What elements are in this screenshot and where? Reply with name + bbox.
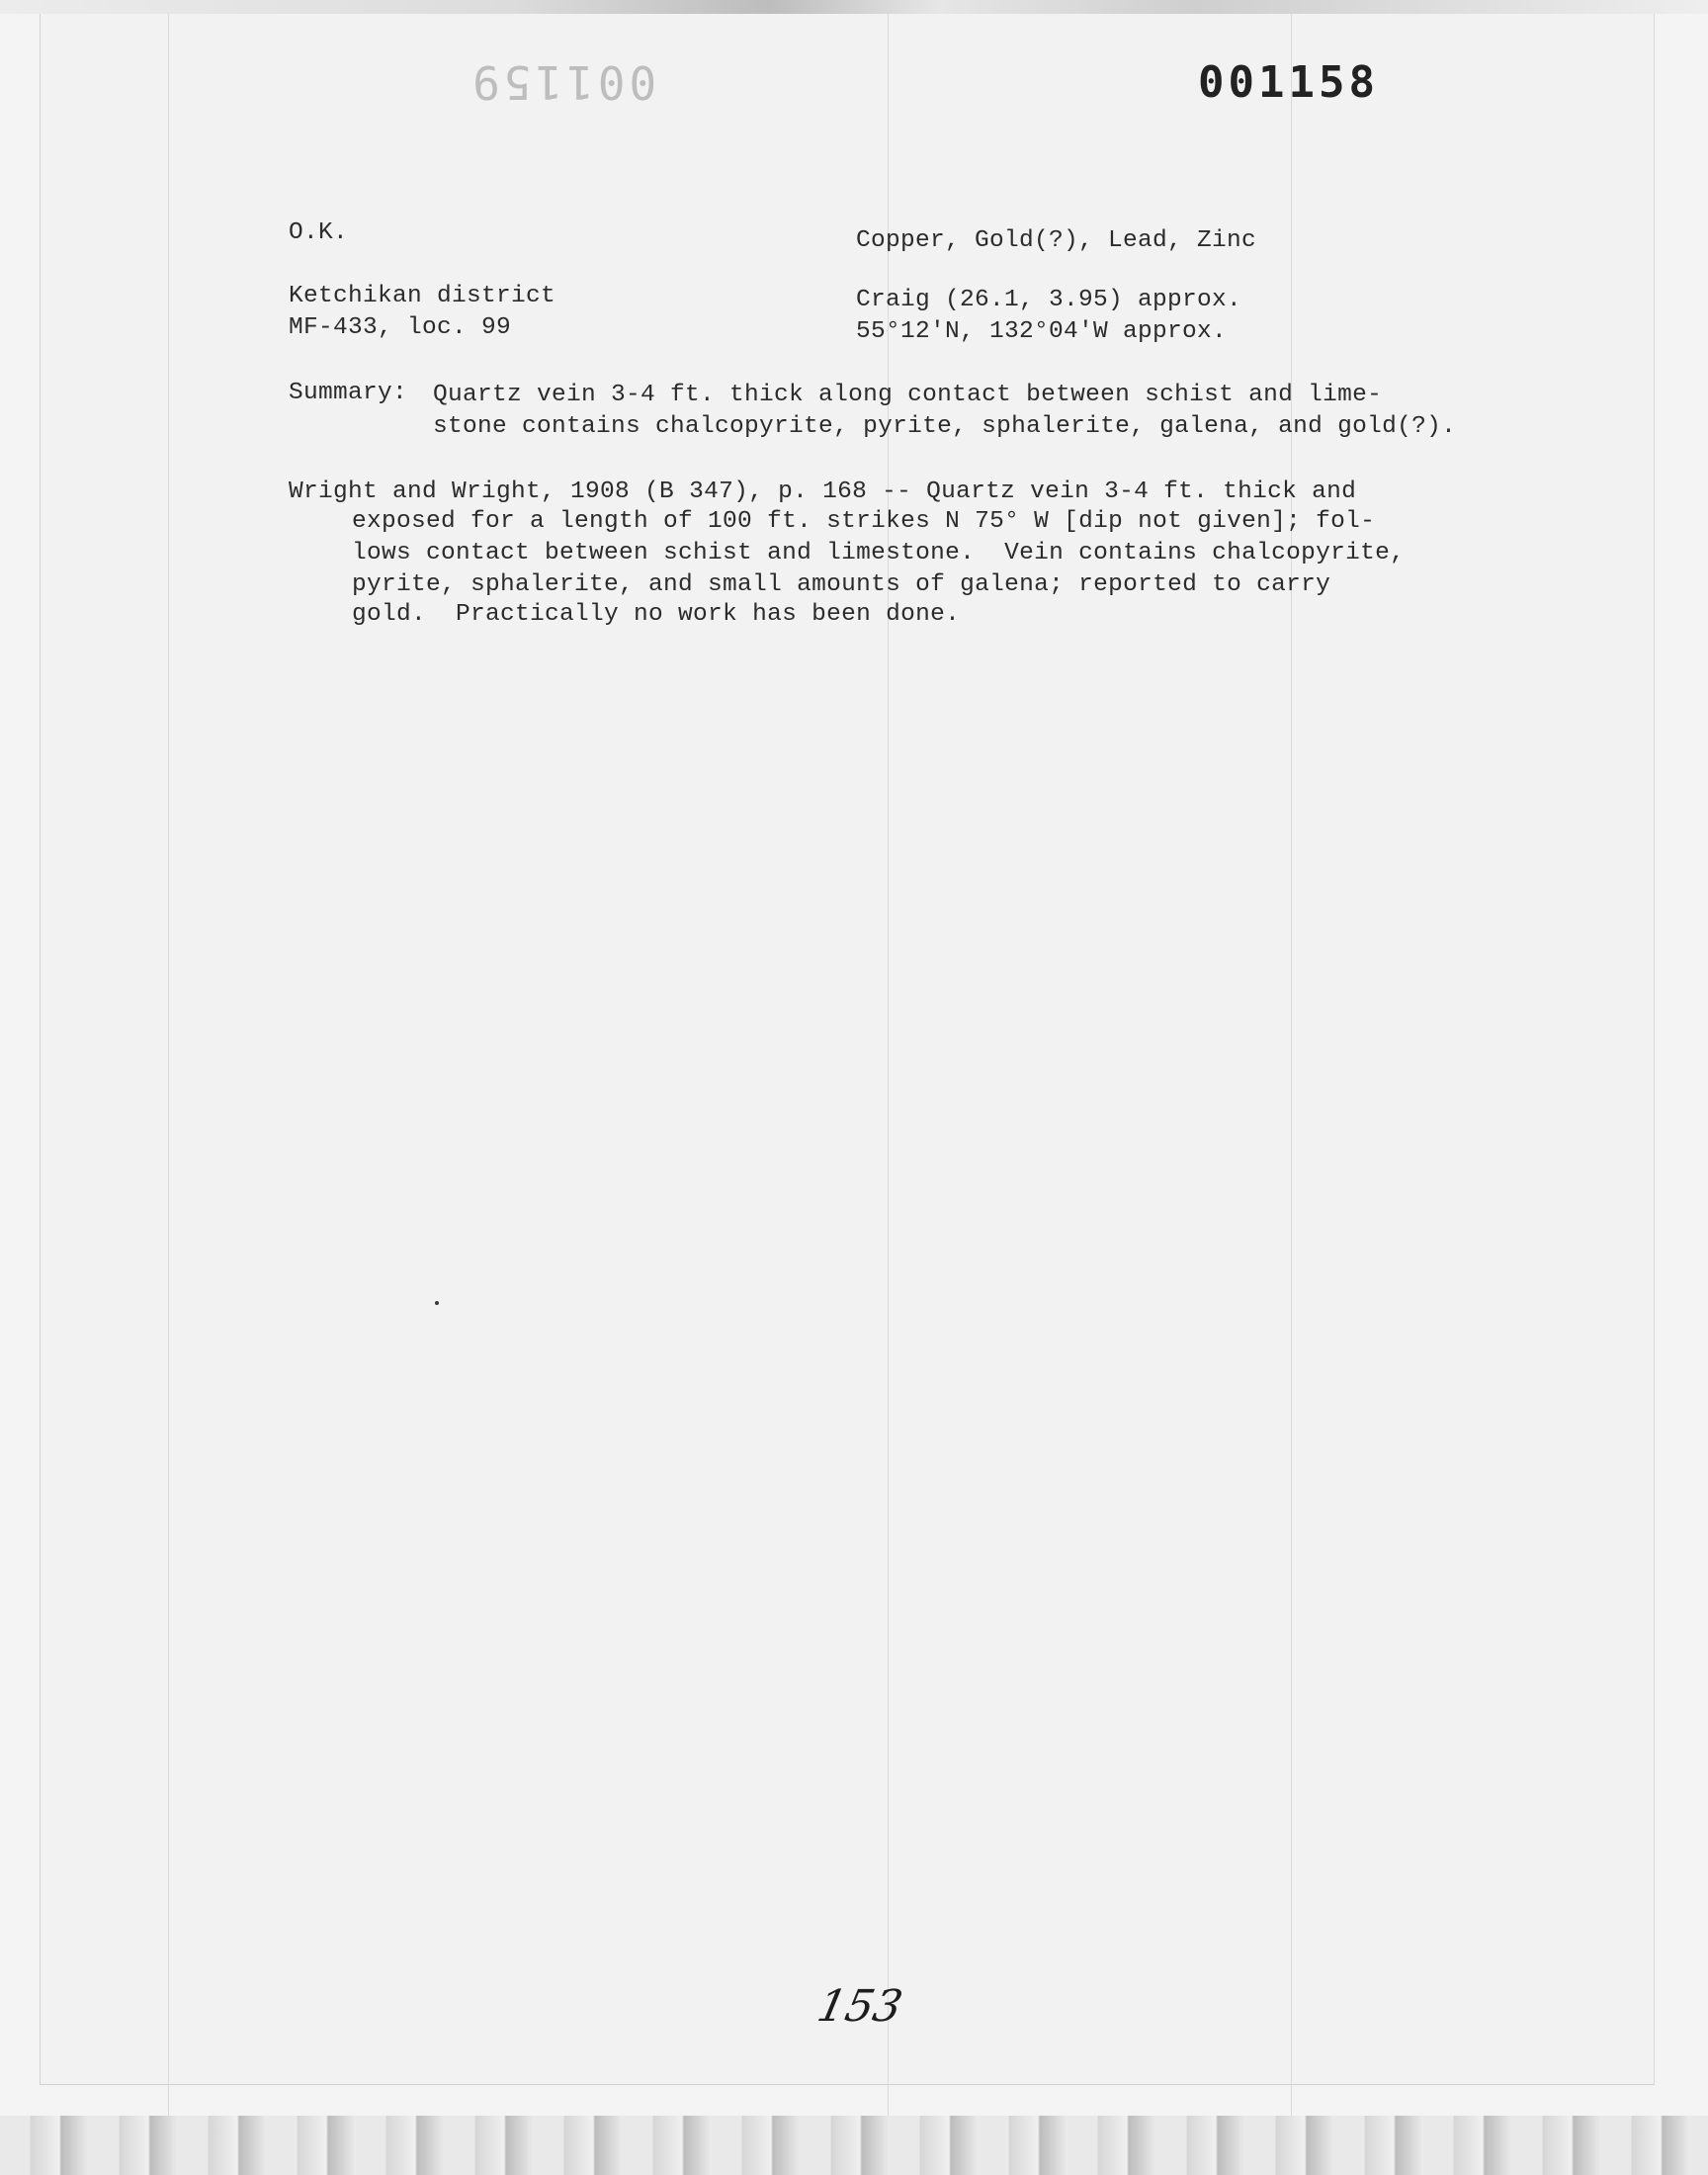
- quadrangle-text: Craig (26.1, 3.95) approx.: [856, 287, 1242, 313]
- handwritten-page-number: 153: [812, 1981, 907, 2032]
- status-text: O.K.: [289, 219, 349, 246]
- coordinates-text: 55°12'N, 132°04'W approx.: [856, 318, 1228, 345]
- summary-label: Summary:: [289, 380, 408, 406]
- reference-text-line: Wright and Wright, 1908 (B 347), p. 168 -- Quartz vein 3-4 ft. thick and: [289, 478, 1357, 505]
- reference-text-line: exposed for a length of 100 ft. strikes N 75° W [dip not given]; fol-: [352, 508, 1376, 535]
- reference-text-line: pyrite, sphalerite, and small amounts of galena; reported to carry: [352, 571, 1331, 598]
- page-fold-line: [1291, 14, 1292, 2120]
- reference-text-line: lows contact between schist and limestone. Vein contains chalcopyrite,: [352, 540, 1406, 566]
- scan-speck: [435, 1301, 439, 1305]
- page-fold-line: [168, 14, 169, 2120]
- ghost-stamp-number: 001159: [469, 55, 657, 109]
- document-number-stamp: 001158: [1198, 57, 1379, 108]
- summary-text-line: stone contains chalcopyrite, pyrite, sphalerite, galena, and gold(?).: [433, 413, 1457, 440]
- scanner-streak-bottom: [0, 2116, 1708, 2175]
- paper-sheet: [40, 14, 1655, 2085]
- reference-text-line: gold. Practically no work has been done.: [352, 601, 961, 628]
- district-text: Ketchikan district: [289, 283, 556, 309]
- scanner-streak-top: [0, 0, 1708, 14]
- map-location-text: MF-433, loc. 99: [289, 314, 512, 341]
- commodities-text: Copper, Gold(?), Lead, Zinc: [856, 227, 1257, 254]
- summary-text-line: Quartz vein 3-4 ft. thick along contact between schist and lime-: [433, 382, 1383, 408]
